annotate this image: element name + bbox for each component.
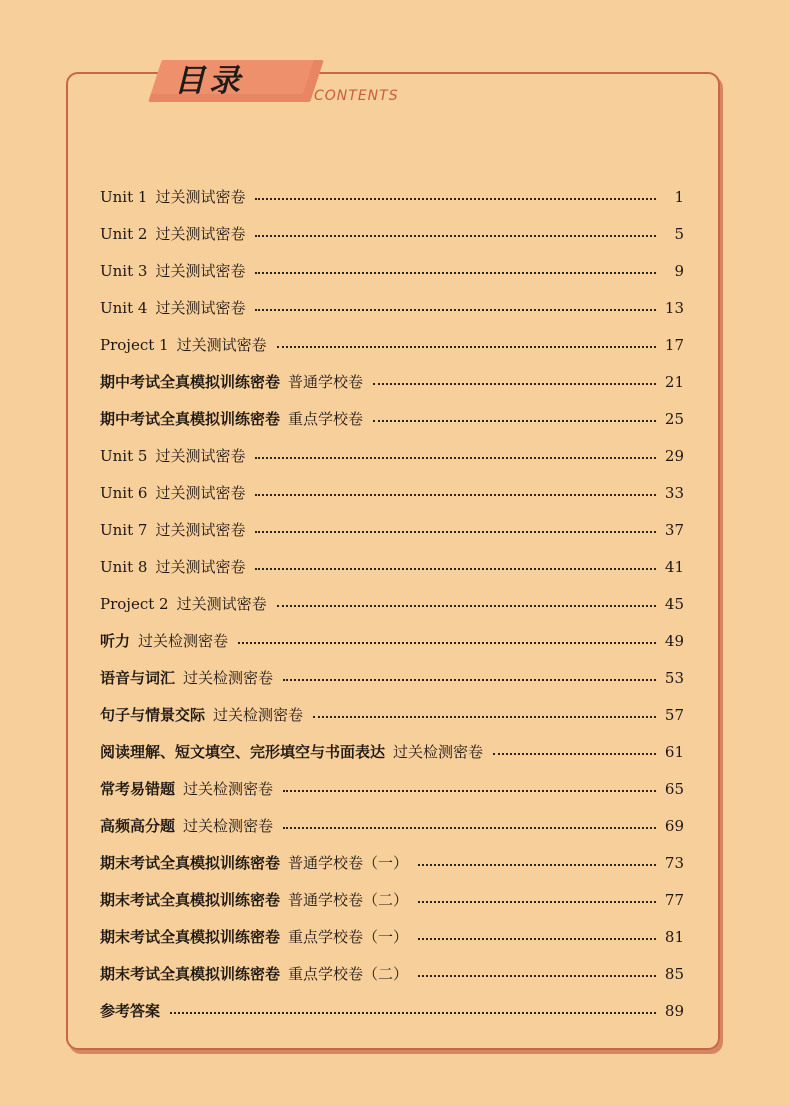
toc-row[interactable]	[100, 844, 684, 881]
toc-leader	[373, 383, 656, 385]
toc-leader	[283, 679, 656, 681]
toc-row[interactable]	[100, 178, 684, 215]
toc-page-number: 69	[664, 816, 684, 835]
toc-page-number: 29	[664, 446, 684, 465]
toc-leader	[255, 198, 656, 200]
toc-page-number: 81	[664, 927, 684, 946]
toc-entry-title: 语音与词汇 过关检测密卷	[100, 668, 274, 687]
toc-row[interactable]	[100, 770, 684, 807]
toc-page-number: 57	[664, 705, 684, 724]
toc-row[interactable]	[100, 326, 684, 363]
toc-leader	[255, 494, 656, 496]
toc-row[interactable]	[100, 696, 684, 733]
toc-leader	[283, 827, 656, 829]
toc-page-number: 89	[664, 1001, 684, 1020]
toc-entry-title: 常考易错题 过关检测密卷	[100, 779, 274, 798]
toc-leader	[493, 753, 656, 755]
toc-row[interactable]	[100, 437, 684, 474]
toc-leader	[238, 642, 656, 644]
toc-leader	[255, 309, 656, 311]
toc-row[interactable]	[100, 252, 684, 289]
toc-page-number: 77	[664, 890, 684, 909]
toc-leader	[418, 938, 656, 940]
toc-leader	[277, 346, 656, 348]
header-title: 目录	[174, 63, 244, 99]
toc-entry-title: 期末考试全真模拟训练密卷 重点学校卷（一）	[100, 927, 409, 946]
toc-entry-title: Unit 5 过关测试密卷	[100, 446, 246, 465]
toc-entry-title: Unit 6 过关测试密卷	[100, 483, 246, 502]
toc-row[interactable]	[100, 881, 684, 918]
toc-entry-title: Project 2 过关测试密卷	[100, 594, 267, 613]
toc-leader	[255, 531, 656, 533]
toc-row[interactable]	[100, 733, 684, 770]
toc-entry-title: Unit 4 过关测试密卷	[100, 298, 246, 317]
toc-page-number: 1	[674, 187, 684, 206]
toc-entry-title: Unit 7 过关测试密卷	[100, 520, 246, 539]
toc-leader	[255, 235, 656, 237]
toc-row[interactable]	[100, 511, 684, 548]
toc-row[interactable]	[100, 548, 684, 585]
toc-entry-title: 期末考试全真模拟训练密卷 普通学校卷（一）	[100, 853, 409, 872]
toc-row[interactable]	[100, 622, 684, 659]
toc-page-number: 13	[664, 298, 684, 317]
toc-entry-title: 听力 过关检测密卷	[100, 631, 229, 650]
toc-entry-title: 期中考试全真模拟训练密卷 重点学校卷	[100, 409, 364, 428]
toc-row[interactable]	[100, 807, 684, 844]
toc-page-number: 85	[664, 964, 684, 983]
toc-page-number: 17	[664, 335, 684, 354]
toc-entry-title: 句子与情景交际 过关检测密卷	[100, 705, 304, 724]
toc-entry-title: Unit 3 过关测试密卷	[100, 261, 246, 280]
toc-leader	[373, 420, 656, 422]
toc-row[interactable]	[100, 992, 684, 1029]
toc-leader	[255, 457, 656, 459]
toc-entry-title: Unit 1 过关测试密卷	[100, 187, 246, 206]
toc-row[interactable]	[100, 659, 684, 696]
toc-row[interactable]	[100, 400, 684, 437]
toc-row[interactable]	[100, 363, 684, 400]
toc-page-number: 45	[664, 594, 684, 613]
toc-page-number: 53	[664, 668, 684, 687]
toc-page-number: 73	[664, 853, 684, 872]
toc-leader	[255, 568, 656, 570]
toc-row[interactable]	[100, 585, 684, 622]
toc-page-number: 21	[664, 372, 684, 391]
toc-leader	[255, 272, 656, 274]
toc-page-number: 49	[664, 631, 684, 650]
toc-page-number: 9	[674, 261, 684, 280]
toc-row[interactable]	[100, 918, 684, 955]
toc-entry-title: 参考答案	[100, 1001, 161, 1020]
toc-page-number: 65	[664, 779, 684, 798]
toc-page-number: 33	[664, 483, 684, 502]
toc-leader	[170, 1012, 656, 1014]
toc-page-number: 41	[664, 557, 684, 576]
toc-entry-title: 高频高分题 过关检测密卷	[100, 816, 274, 835]
toc-page-number: 25	[664, 409, 684, 428]
toc-leader	[418, 975, 656, 977]
toc-leader	[313, 716, 656, 718]
toc-page-number: 61	[664, 742, 684, 761]
toc-leader	[283, 790, 656, 792]
toc-entry-title: 期末考试全真模拟训练密卷 普通学校卷（二）	[100, 890, 409, 909]
header-subtitle: CONTENTS	[314, 88, 399, 104]
toc-entry-title: Unit 8 过关测试密卷	[100, 557, 246, 576]
toc-page-number: 5	[674, 224, 684, 243]
toc-entry-title: 期中考试全真模拟训练密卷 普通学校卷	[100, 372, 364, 391]
toc-leader	[418, 864, 656, 866]
toc-row[interactable]	[100, 289, 684, 326]
toc-entry-title: Unit 2 过关测试密卷	[100, 224, 246, 243]
toc-row[interactable]	[100, 955, 684, 992]
toc-row[interactable]	[100, 474, 684, 511]
toc-leader	[277, 605, 656, 607]
toc-entry-title: 阅读理解、短文填空、完形填空与书面表达 过关检测密卷	[100, 742, 484, 761]
toc-list	[100, 178, 684, 1029]
toc-page-number: 37	[664, 520, 684, 539]
toc-row[interactable]	[100, 215, 684, 252]
toc-leader	[418, 901, 656, 903]
toc-entry-title: Project 1 过关测试密卷	[100, 335, 267, 354]
toc-entry-title: 期末考试全真模拟训练密卷 重点学校卷（二）	[100, 964, 409, 983]
